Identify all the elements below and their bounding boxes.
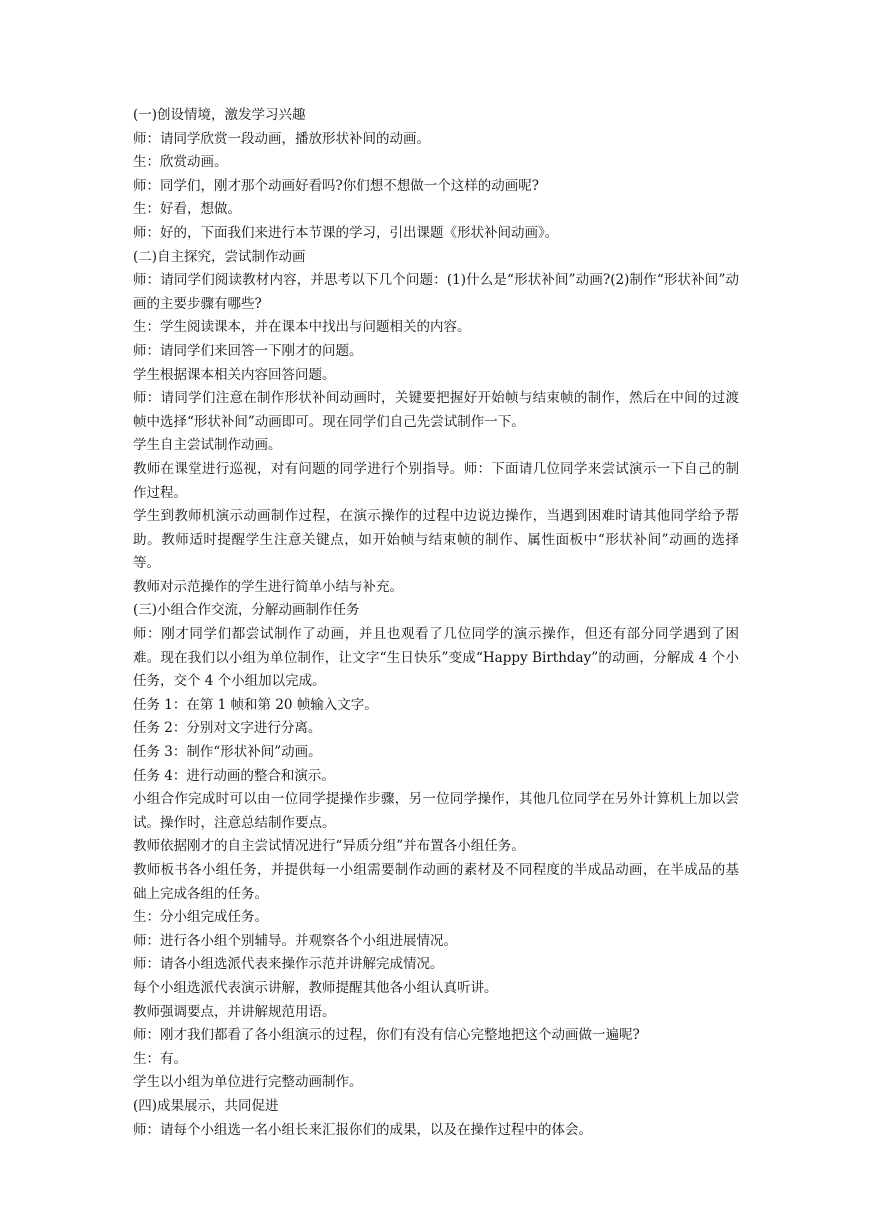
paragraph: 师：进行各小组个别辅导。并观察各个小组进展情况。 — [133, 932, 457, 949]
paragraph: 教师在课堂进行巡视，对有问题的同学进行个别指导。师：下面请几位同学来尝试演示一下自己的制作过程。 — [133, 460, 739, 501]
paragraph: 师：刚才我们都看了各小组演示的过程，你们有没有信心完整地把这个动画做一遍呢? — [133, 1027, 640, 1044]
paragraph: 生：欣赏动画。 — [133, 154, 228, 171]
paragraph: 小组合作完成时可以由一位同学提操作步骤，另一位同学操作，其他几位同学在另外计算机上加以尝试。操作时，注意总结制作要点。 — [133, 791, 739, 831]
paragraph: 师：请每个小组选一名小组长来汇报你们的成果，以及在操作过程中的体会。 — [133, 1121, 592, 1138]
task-item: 任务 1：在第 1 帧和第 20 帧输入文字。 — [133, 696, 378, 713]
paragraph: 生：有。 — [133, 1050, 187, 1067]
section-heading-4: (四)成果展示，共同促进 — [133, 1097, 279, 1114]
paragraph: 教师强调要点，并讲解规范用语。 — [133, 1003, 336, 1020]
paragraph: 师：刚才同学们都尝试制作了动画，并且也观看了几位同学的演示操作，但还有部分同学遇到了困难。现在我们以小组为单位制作，让文字“生日快乐”变成“Happy Birthday”的动画，分解成 4 个小任务，交个 4 个小组加以完成。 — [133, 626, 739, 690]
paragraph: 生：学生阅读课本，并在课本中找出与问题相关的内容。 — [133, 319, 471, 336]
paragraph: 教师板书各小组任务，并提供每一小组需要制作动画的素材及不同程度的半成品动画，在半成品的基础上完成各组的任务。 — [133, 862, 739, 902]
paragraph: 生：好看，想做。 — [133, 201, 241, 218]
paragraph: 师：请同学们来回答一下刚才的问题。 — [133, 342, 363, 359]
task-item: 任务 3：制作“形状补间”动画。 — [133, 744, 322, 761]
task-item: 任务 4：进行动画的整合和演示。 — [133, 767, 335, 784]
paragraph: 学生到教师机演示动画制作过程，在演示操作的过程中边说边操作，当遇到困难时请其他同学给予帮助。教师适时提醒学生注意关键点，如开始帧与结束帧的制作、属性面板中“形状补间”动画的选择等。 — [133, 508, 739, 572]
paragraph: 每个小组选派代表演示讲解，教师提醒其他各小组认真听讲。 — [133, 979, 498, 996]
paragraph: 生：分小组完成任务。 — [133, 909, 268, 926]
paragraph: 学生自主尝试制作动画。 — [133, 437, 282, 454]
paragraph: 师：同学们，刚才那个动画好看吗?你们想不想做一个这样的动画呢? — [133, 177, 539, 194]
paragraph: 师：好的，下面我们来进行本节课的学习，引出课题《形状补间动画》。 — [133, 224, 559, 241]
section-heading-2: (二)自主探究，尝试制作动画 — [133, 248, 306, 265]
paragraph: 师：请各小组选派代表来操作示范并讲解完成情况。 — [133, 956, 444, 973]
document-body — [133, 104, 739, 1142]
section-heading-3: (三)小组合作交流，分解动画制作任务 — [133, 602, 360, 619]
paragraph: 教师依据刚才的自主尝试情况进行“异质分组”并布置各小组任务。 — [133, 838, 525, 855]
task-item: 任务 2：分别对文字进行分离。 — [133, 720, 322, 737]
section-heading-1: (一)创设情境，激发学习兴趣 — [133, 107, 306, 123]
paragraph: 学生根据课本相关内容回答问题。 — [133, 366, 336, 383]
paragraph: 师：请同学们注意在制作形状补间动画时，关键要把握好开始帧与结束帧的制作，然后在中间的过渡帧中选择“形状补间”动画即可。现在同学们自己先尝试制作一下。 — [133, 390, 739, 430]
paragraph: 师：请同学们阅读教材内容，并思考以下几个问题：(1)什么是“形状补间”动画?(2)制作“形状补间”动画的主要步骤有哪些? — [133, 272, 739, 312]
paragraph: 师：请同学欣赏一段动画，播放形状补间的动画。 — [133, 130, 430, 147]
paragraph: 学生以小组为单位进行完整动画制作。 — [133, 1074, 363, 1091]
paragraph: 教师对示范操作的学生进行简单小结与补充。 — [133, 578, 403, 595]
